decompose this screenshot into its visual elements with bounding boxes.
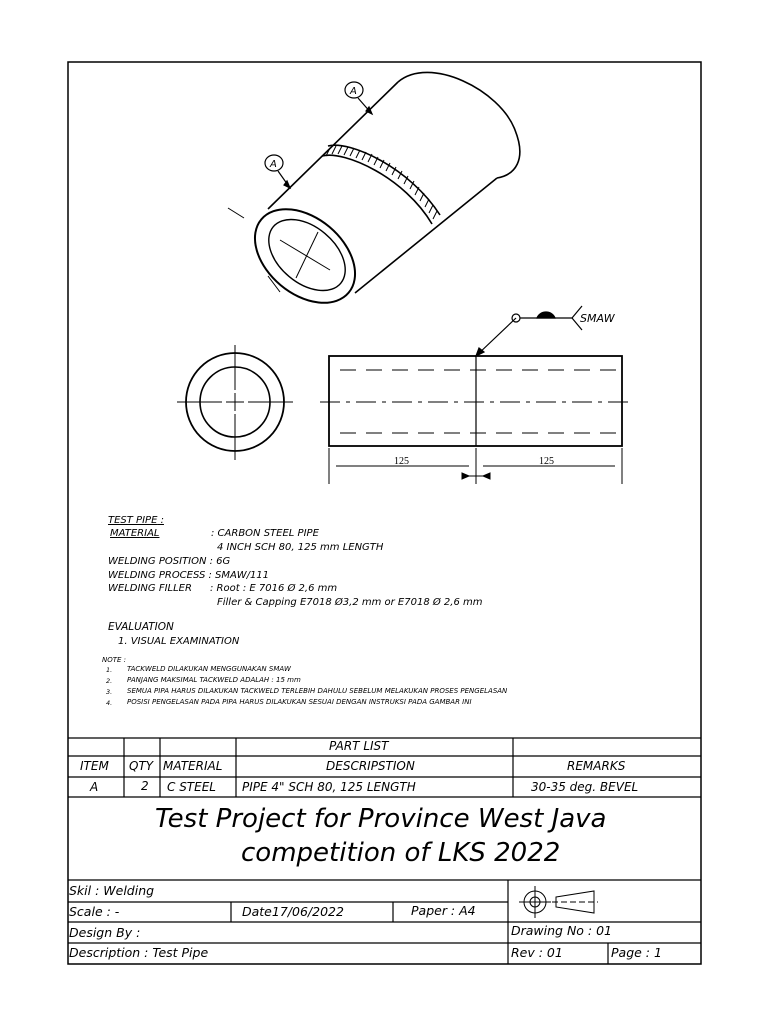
drawing-no-field: Drawing No : 01 (511, 923, 613, 938)
note-3-num: 3. (106, 688, 113, 696)
row-qty: 2 (141, 779, 149, 793)
dimension-lines (329, 448, 622, 484)
dimension-right: 125 (539, 456, 554, 467)
note-2-num: 2. (106, 677, 113, 685)
material-size: 4 INCH SCH 80, 125 mm LENGTH (217, 542, 384, 553)
material-label: MATERIAL (110, 528, 160, 539)
date-field: Date17/06/2022 (242, 904, 344, 919)
weld-bead (322, 145, 440, 224)
isometric-pipe (228, 72, 520, 321)
callout-a-left-label: A (270, 159, 277, 170)
project-title-line1: Test Project for Province West Java (155, 804, 607, 834)
note-4: POSISI PENGELASAN PADA PIPA HARUS DILAKUKAN SESUAI DENGAN INSTRUKSI PADA GAMBAR INI (127, 698, 472, 706)
note-4-num: 4. (106, 699, 113, 707)
header-material: MATERIAL (163, 759, 223, 773)
material-value: : CARBON STEEL PIPE (211, 528, 319, 539)
note-1-num: 1. (106, 666, 113, 674)
row-material: C STEEL (167, 780, 216, 794)
description-field: Description : Test Pipe (69, 945, 209, 960)
skill-field: Skil : Welding (69, 883, 155, 898)
part-list-title: PART LIST (329, 739, 389, 753)
evaluation-item: 1. VISUAL EXAMINATION (118, 636, 240, 647)
welding-filler-label: WELDING FILLER (108, 583, 192, 594)
note-3: SEMUA PIPA HARUS DILAKUKAN TACKWELD TERLEBIH DAHULU SEBELUM MELAKUKAN PROSES PENGELASAN (127, 687, 508, 695)
header-description: DESCRIPSTION (326, 759, 415, 773)
header-remarks: REMARKS (567, 759, 626, 773)
welding-filler-root: : Root : E 7016 Ø 2,6 mm (210, 583, 338, 594)
note-1: TACKWELD DILAKUKAN MENGGUNAKAN SMAW (127, 665, 291, 673)
projection-symbol (519, 886, 598, 918)
row-description: PIPE 4" SCH 80, 125 LENGTH (242, 780, 416, 794)
test-pipe-heading: TEST PIPE : (108, 515, 164, 526)
design-by-field: Design By : (69, 925, 141, 940)
welding-process: WELDING PROCESS : SMAW/111 (108, 570, 270, 581)
pipe-side-view (320, 356, 632, 446)
welding-filler-capping: Filler & Capping E7018 Ø3,2 mm or E7018 Ø 2,6 mm (217, 597, 483, 608)
dimension-left: 125 (394, 456, 409, 467)
callout-a-left (265, 155, 290, 188)
row-item: A (90, 780, 99, 794)
note-heading: NOTE : (102, 656, 127, 664)
paper-field: Paper : A4 (411, 903, 476, 918)
evaluation-heading: EVALUATION (108, 621, 174, 633)
rev-field: Rev : 01 (511, 945, 563, 960)
weld-process-label: SMAW (580, 312, 615, 325)
welding-position: WELDING POSITION : 6G (108, 556, 231, 567)
header-qty: QTY (129, 759, 154, 773)
note-2: PANJANG MAKSIMAL TACKWELD ADALAH : 15 mm (127, 676, 301, 684)
project-title-line2: competition of LKS 2022 (241, 838, 561, 868)
row-remarks: 30-35 deg. BEVEL (531, 780, 639, 794)
callout-a-top-label: A (350, 86, 357, 97)
weld-symbol (476, 306, 582, 356)
pipe-end-view (177, 345, 293, 460)
scale-field: Scale : - (69, 904, 120, 919)
page-field: Page : 1 (611, 945, 662, 960)
header-item: ITEM (80, 759, 109, 773)
